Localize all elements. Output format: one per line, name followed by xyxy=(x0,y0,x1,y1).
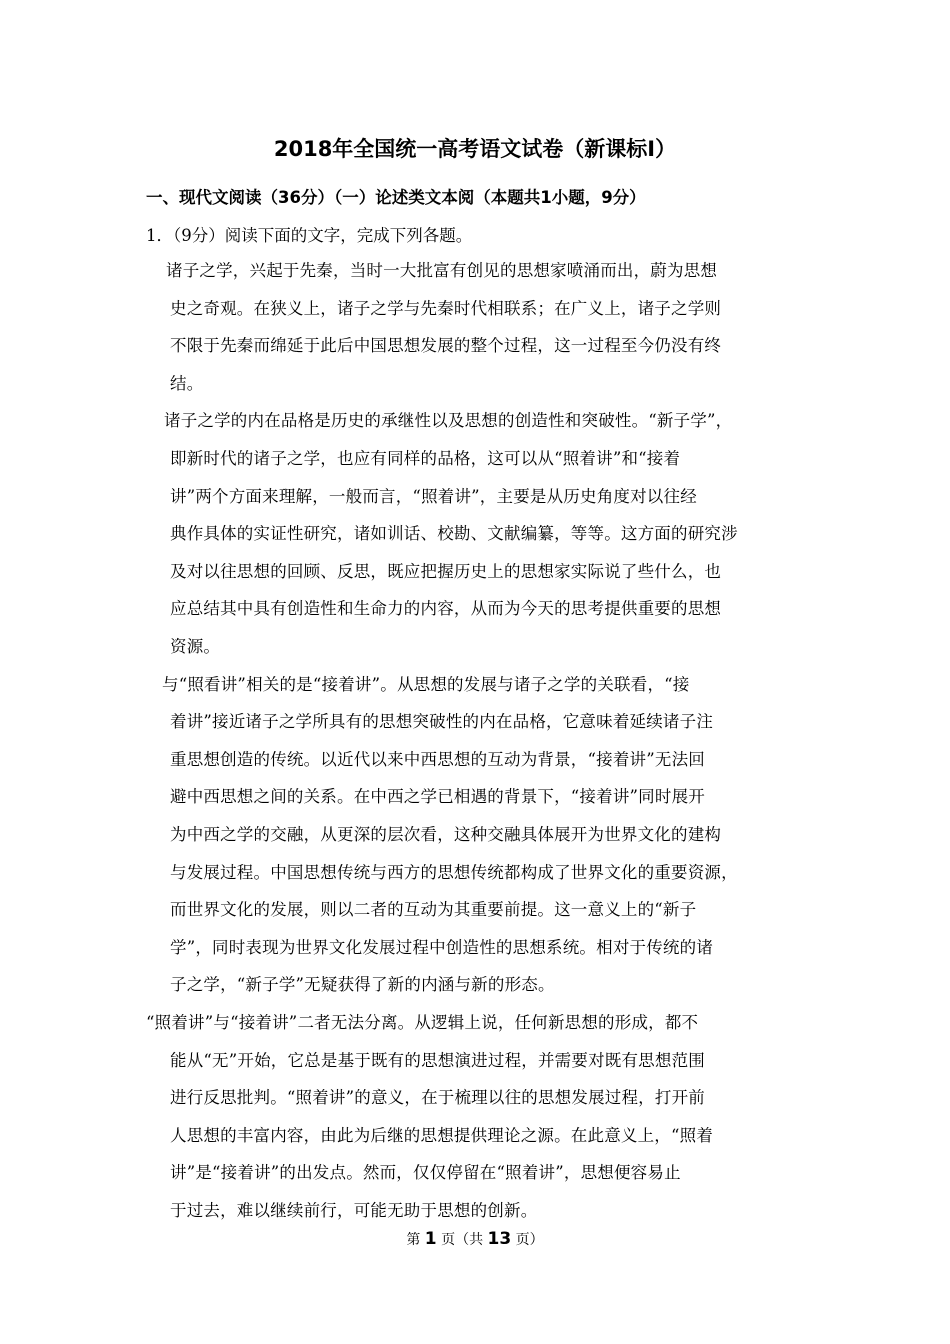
page-title: 2018年全国统一高考语文试卷（新课标Ⅰ） xyxy=(273,137,677,161)
passage-line: 子之学，“新子学”无疑获得了新的内涵与新的形态。 xyxy=(170,975,555,995)
passage-line: 能从“无”开始，它总是基于既有的思想演进过程，并需要对既有思想范围 xyxy=(170,1050,705,1070)
passage-line: 与发展过程。中国思想传统与西方的思想传统都构成了世界文化的重要资源， xyxy=(170,862,738,882)
passage-line: “照着讲”与“接着讲”二者无法分离。从逻辑上说，任何新思想的形成，都不 xyxy=(146,1013,699,1032)
page-footer xyxy=(0,1228,950,1251)
passage-line: 应总结其中具有创造性和生命力的内容，从而为今天的思考提供重要的思想 xyxy=(170,599,722,619)
passage-line: 学”，同时表现为世界文化发展过程中创造性的思想系统。相对于传统的诸 xyxy=(170,937,714,957)
passage-line: 而世界文化的发展，则以二者的互动为其重要前提。这一意义上的“新子 xyxy=(170,900,697,920)
footer-prefix: 第 xyxy=(406,1232,421,1248)
passage-line: 及对以往思想的回顾、反思，既应把握历史上的思想家实际说了些什么，也 xyxy=(170,561,722,581)
section-heading: 一、现代文阅读（36分）（一）论述类文本阅（本题共1小题，9分） xyxy=(146,188,646,207)
passage-line: 着讲”接近诸子之学所具有的思想突破性的内在品格，它意味着延续诸子注 xyxy=(170,712,714,732)
passage-line: 与“照看讲”相关的是“接着讲”。从思想的发展与诸子之学的关联看，“接 xyxy=(162,674,690,694)
footer-total-pages: 13 xyxy=(487,1229,512,1249)
passage-line: 不限于先秦而绵延于此后中国思想发展的整个过程，这一过程至今仍没有终 xyxy=(170,336,722,356)
passage-line: 诸子之学，兴起于先秦，当时一大批富有创见的思想家喷涌而出，蔚为思想 xyxy=(166,261,718,280)
passage-line: 于过去，难以继续前行，可能无助于思想的创新。 xyxy=(170,1201,538,1220)
passage-line: 讲”是“接着讲”的出发点。然而，仅仅停留在“照着讲”，思想便容易止 xyxy=(170,1163,681,1183)
passage-line: 避中西思想之间的关系。在中西之学已相遇的背景下，“接着讲”同时展开 xyxy=(170,787,705,807)
passage-line: 讲”两个方面来理解，一般而言，“照着讲”，主要是从历史角度对以往经 xyxy=(170,486,697,506)
footer-suffix: 页） xyxy=(515,1232,544,1248)
passage-line: 为中西之学的交融，从更深的层次看，这种交融具体展开为世界文化的建构 xyxy=(170,825,722,844)
footer-current-page: 1 xyxy=(424,1229,437,1249)
passage-line: 进行反思批判。“照着讲”的意义，在于梳理以往的思想发展过程，打开前 xyxy=(170,1088,705,1108)
passage-line: 即新时代的诸子之学，也应有同样的品格，这可以从“照着讲”和“接着 xyxy=(170,449,681,468)
passage-line: 诸子之学的内在品格是历史的承继性以及思想的创造性和突破性。“新子学”， xyxy=(164,411,733,431)
passage-line: 结。 xyxy=(170,373,204,393)
footer-middle: 页（共 xyxy=(441,1232,484,1248)
passage-line: 典作具体的实证性研究，诸如训话、校勘、文献编纂，等等。这方面的研究涉 xyxy=(170,524,738,544)
question-intro: 1．（9分）阅读下面的文字，完成下列各题。 xyxy=(146,226,473,245)
passage-line: 资源。 xyxy=(170,637,221,656)
passage-line: 人思想的丰富内容，由此为后继的思想提供理论之源。在此意义上，“照着 xyxy=(170,1125,714,1145)
passage-line: 史之奇观。在狭义上，诸子之学与先秦时代相联系；在广义上，诸子之学则 xyxy=(170,298,722,318)
passage-line: 重思想创造的传统。以近代以来中西思想的互动为背景，“接着讲”无法回 xyxy=(170,749,705,769)
